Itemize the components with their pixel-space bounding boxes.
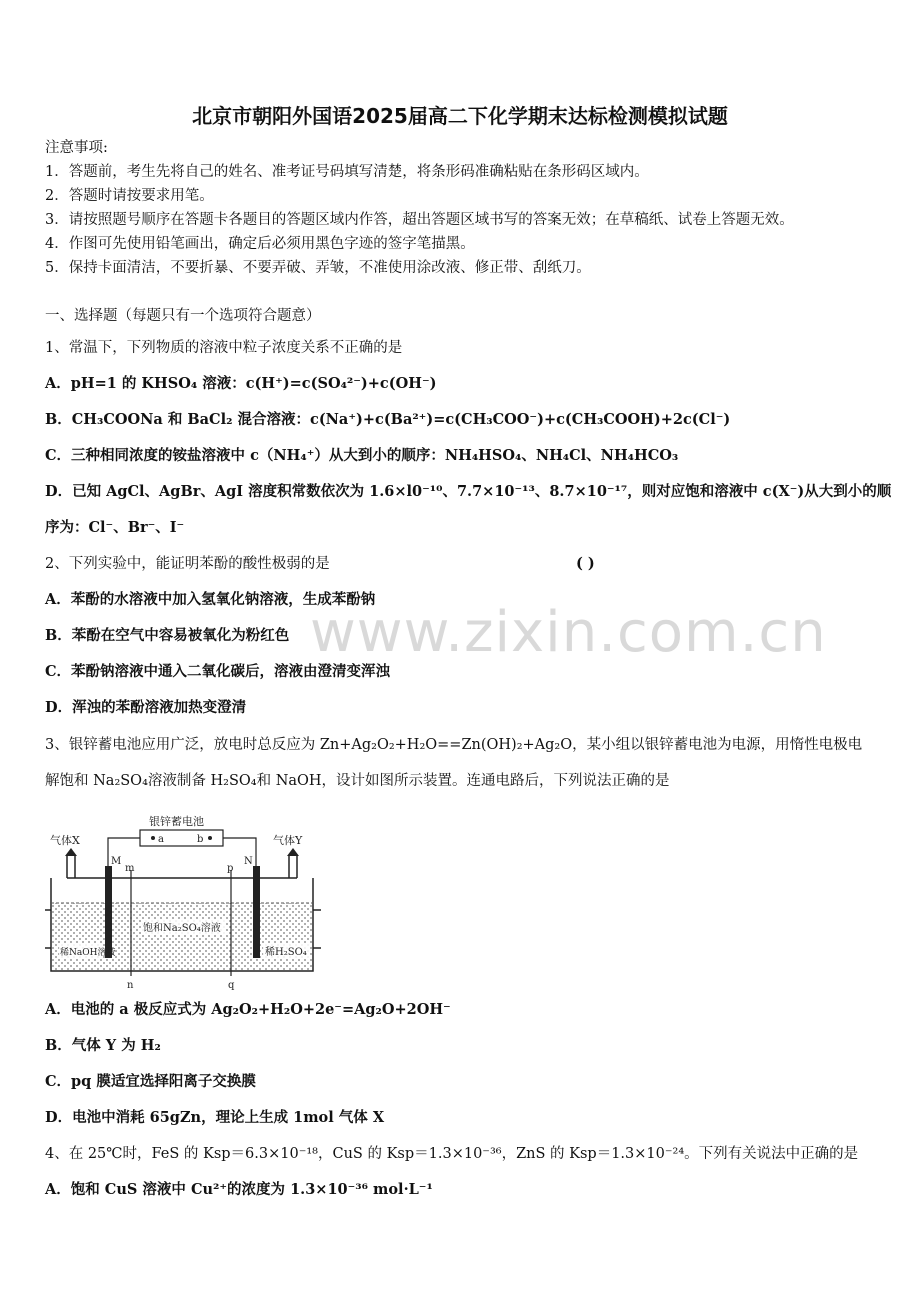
- notice-heading: 注意事项:: [45, 140, 108, 156]
- q1-option-d-cont: 序为：Cl⁻、Br⁻、I⁻: [45, 519, 185, 536]
- q3-stem-cont: 解饱和 Na₂SO₄溶液制备 H₂SO₄和 NaOH，设计如图所示装置。连通电路后，下列说法正确的是: [45, 773, 670, 789]
- q2-stem: 2、下列实验中，能证明苯酚的酸性极弱的是: [45, 556, 330, 572]
- q2-option-b: B．苯酚在空气中容易被氧化为粉红色: [45, 627, 290, 644]
- q2-option-a: A．苯酚的水溶液中加入氢氧化钠溶液，生成苯酚钠: [45, 591, 376, 608]
- q4-stem: 4、在 25℃时，FeS 的 Ksp＝6.3×10⁻¹⁸，CuS 的 Ksp＝1.3×10⁻³⁶，ZnS 的 Ksp＝1.3×10⁻²⁴。下列有关说法中正确的是: [45, 1146, 859, 1162]
- q1-option-d: D．已知 AgCl、AgBr、AgI 溶度积常数依次为 1.6×l0⁻¹⁰、7.7×10⁻¹³、8.7×10⁻¹⁷，则对应饱和溶液中 c(X⁻)从大到小的顺: [45, 483, 892, 500]
- notice-item-2: 2．答题时请按要求用笔。: [45, 188, 214, 204]
- q2-answer-blank: ( ): [576, 555, 595, 572]
- section-heading: 一、选择题（每题只有一个选项符合题意）: [45, 308, 321, 324]
- gas-y-arrow: [287, 848, 299, 856]
- q2-option-c: C．苯酚钠溶液中通入二氧化碳后，溶液由澄清变浑浊: [45, 663, 391, 680]
- q1-option-c: C．三种相同浓度的铵盐溶液中 c（NH₄⁺）从大到小的顺序：NH₄HSO₄、NH₄Cl、NH₄HCO₃: [45, 447, 679, 464]
- label-a: a: [158, 834, 164, 845]
- q4-option-a: A．饱和 CuS 溶液中 Cu²⁺的浓度为 1.3×10⁻³⁶ mol·L⁻¹: [45, 1181, 433, 1198]
- label-battery: 银锌蓄电池: [149, 815, 204, 828]
- notice-item-3: 3．请按照题号顺序在答题卡各题目的答题区域内作答，超出答题区域书写的答案无效；在草稿纸、试卷上答题无效。: [45, 212, 794, 228]
- label-M: M: [111, 856, 122, 867]
- q3-option-d: D．电池中消耗 65gZn，理论上生成 1mol 气体 X: [45, 1109, 385, 1126]
- label-gas-x: 气体X: [50, 834, 80, 847]
- label-p: p: [227, 863, 234, 874]
- notice-item-5: 5．保持卡面清洁，不要折暴、不要弄破、弄皱，不准使用涂改液、修正带、刮纸刀。: [45, 260, 591, 276]
- notice-item-4: 4．作图可先使用铅笔画出，确定后必须用黑色字迹的签字笔描黑。: [45, 236, 475, 252]
- gas-x-arrow: [65, 848, 77, 856]
- q3-option-b: B．气体 Y 为 H₂: [45, 1037, 161, 1054]
- label-middle-solution: 饱和Na₂SO₄溶液: [143, 923, 221, 934]
- q1-stem: 1、常温下，下列物质的溶液中粒子浓度关系不正确的是: [45, 340, 403, 356]
- label-gas-y: 气体Y: [273, 834, 303, 847]
- label-N: N: [244, 856, 253, 867]
- battery-terminal-b: [208, 836, 212, 840]
- label-b: b: [197, 834, 204, 845]
- battery-terminal-a: [151, 836, 155, 840]
- notice-item-1: 1．答题前，考生先将自己的姓名、准考证号码填写清楚，将条形码准确粘贴在条形码区域内。: [45, 164, 649, 180]
- q2-option-d: D．浑浊的苯酚溶液加热变澄清: [45, 699, 247, 716]
- label-n: n: [127, 980, 134, 990]
- electrode-M: [105, 866, 112, 958]
- q3-option-a: A．电池的 a 极反应式为 Ag₂O₂+H₂O+2e⁻=Ag₂O+2OH⁻: [45, 1001, 451, 1018]
- q1-option-b: B．CH₃COONa 和 BaCl₂ 混合溶液：c(Na⁺)+c(Ba²⁺)=c(CH₃COO⁻)+c(CH₃COOH)+2c(Cl⁻): [45, 411, 731, 428]
- watermark: www.zixin.com.cn: [310, 600, 827, 665]
- electrode-N: [253, 866, 260, 958]
- q1-option-a: A．pH=1 的 KHSO₄ 溶液：c(H⁺)=c(SO₄²⁻)+c(OH⁻): [45, 375, 437, 392]
- label-q: q: [228, 980, 235, 990]
- label-left-solution: 稀NaOH溶液: [60, 948, 116, 958]
- q3-stem: 3、银锌蓄电池应用广泛，放电时总反应为 Zn+Ag₂O₂+H₂O==Zn(OH)₂+Ag₂O，某小组以银锌蓄电池为电源，用惰性电极电: [45, 737, 863, 753]
- electrolysis-diagram: [45, 808, 325, 990]
- q3-option-c: C．pq 膜适宜选择阳离子交换膜: [45, 1073, 256, 1090]
- label-m: m: [125, 863, 135, 874]
- solution-area: [51, 903, 313, 971]
- page-title: 北京市朝阳外国语2025届高二下化学期末达标检测模拟试题: [192, 104, 728, 128]
- label-right-solution: 稀H₂SO₄: [265, 947, 307, 958]
